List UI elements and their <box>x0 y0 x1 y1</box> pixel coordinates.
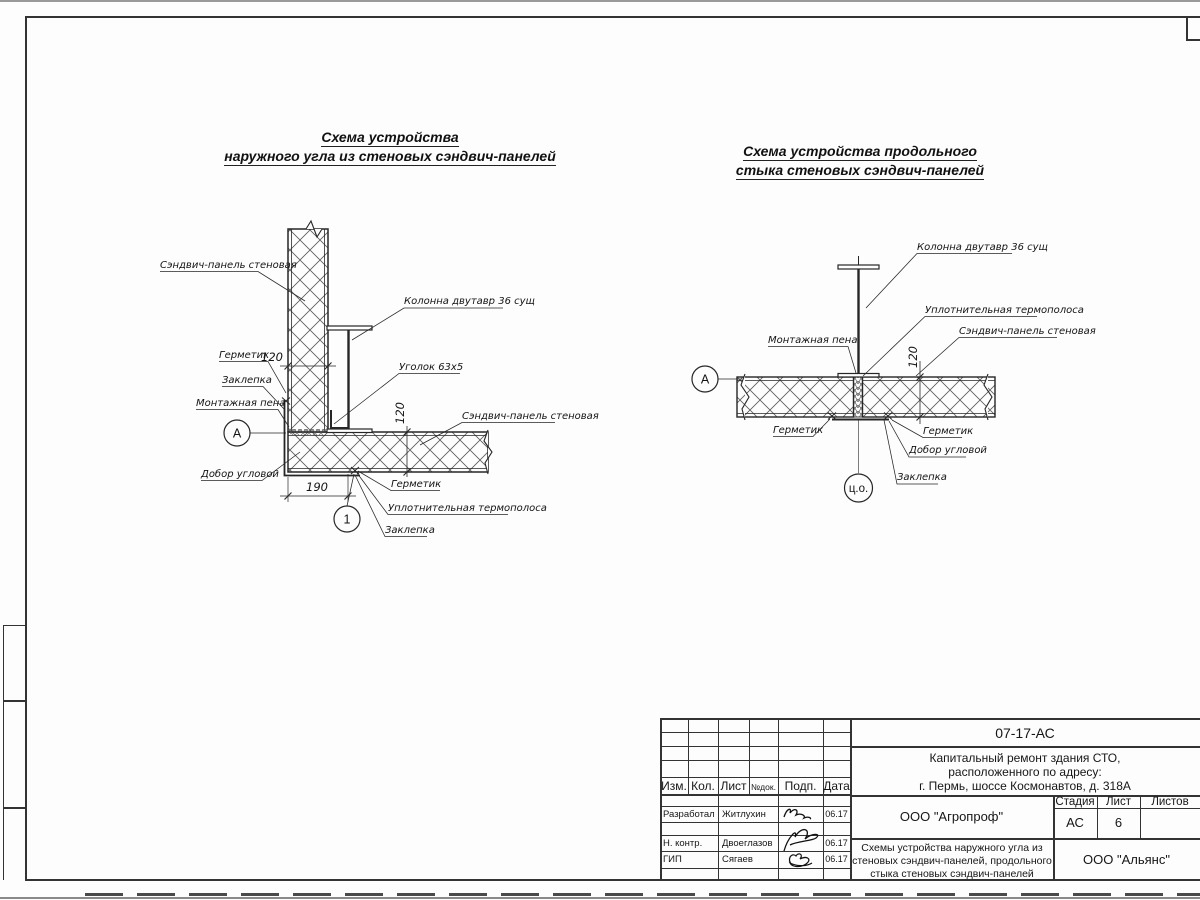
frame-top <box>25 16 1200 18</box>
col-header-data: Дата <box>823 779 850 793</box>
detail-marker-label: 1 <box>343 512 351 527</box>
right-diagram-title <box>690 142 1030 180</box>
sheet-value: 6 <box>1114 815 1123 830</box>
scan-edge-top <box>0 0 1200 2</box>
doc-number: 07-17-АС <box>995 725 1055 741</box>
joint-foam <box>854 377 863 417</box>
label-sealant-top: Герметик <box>219 350 270 361</box>
scan-edge-bottom <box>85 893 1200 896</box>
label-panel: Сэндвич-панель стеновая <box>959 326 1096 337</box>
col-header-kol: Кол. <box>691 779 715 793</box>
row-role: ГИП <box>663 854 682 865</box>
row-date: 06.17 <box>825 809 848 819</box>
label-thermal-strip: Уплотнительная термополоса <box>388 503 547 514</box>
label-column: Колонна двутавр 36 сущ <box>917 242 1048 253</box>
leader-lines <box>718 254 1057 485</box>
row-date: 06.17 <box>825 854 848 864</box>
details-canvas <box>0 200 1200 560</box>
row-role: Н. контр. <box>663 838 703 849</box>
col-header-podp: Подп. <box>784 779 817 793</box>
sheet-header: Лист <box>1106 796 1131 808</box>
signature-syagaev <box>782 851 822 869</box>
signature-zhitlukhin <box>780 804 822 822</box>
row-role: Разработал <box>663 809 715 820</box>
label-sealant-bottom: Герметик <box>391 479 442 490</box>
row-name: Двоеглазов <box>722 838 773 849</box>
right-detail <box>692 242 1096 502</box>
label-rivet-top: Заклепка <box>222 375 272 386</box>
label-panel-vertical: Сэндвич-панель стеновая <box>160 260 297 271</box>
label-angle: Уголок 63х5 <box>399 362 464 373</box>
row-name: Житлухин <box>722 809 766 820</box>
sheets-header: Листов <box>1151 796 1189 808</box>
wall-panel-horizontal <box>288 432 488 472</box>
col-header-list: Лист <box>720 779 747 793</box>
panel-right <box>863 377 996 417</box>
dim-190: 190 <box>306 480 328 494</box>
project-line2: расположенного по адресу: <box>948 765 1102 779</box>
ibeam-column <box>838 256 879 377</box>
label-corner-trim: Добор угловой <box>201 469 279 480</box>
label-panel-horizontal: Сэндвич-панель стеновая <box>462 411 599 422</box>
axis-marker-label: А <box>700 372 710 387</box>
ibeam-column <box>327 326 372 433</box>
dim-120: 120 <box>906 346 920 368</box>
label-rivet: Заклепка <box>897 472 947 483</box>
label-thermal-strip: Уплотнительная термополоса <box>925 305 1084 316</box>
label-foam: Монтажная пена <box>196 398 286 409</box>
stage-header: Стадия <box>1055 796 1095 808</box>
label-rivet-bottom: Заклепка <box>385 525 435 536</box>
foam-strip <box>290 429 326 436</box>
label-column: Колонна двутавр 36 сущ <box>404 296 535 307</box>
title-block <box>660 718 1200 880</box>
drawing-name-line1: Схемы устройства наружного угла из <box>861 842 1043 854</box>
signature-dvoeglazov <box>778 825 823 853</box>
left-diagram-title <box>180 128 600 166</box>
side-stamp-div3 <box>3 807 26 809</box>
dim-120-top: 120 <box>261 350 283 364</box>
label-corner-trim: Добор угловой <box>909 445 987 456</box>
scan-edge-bottom-line <box>0 897 1200 899</box>
steel-angle <box>331 410 348 428</box>
col-header-izm: Изм. <box>661 779 687 793</box>
side-stamp-outer <box>3 625 4 880</box>
axis-marker-label: А <box>232 426 242 441</box>
org-name: ООО "Агропроф" <box>899 809 1004 824</box>
label-sealant-right: Герметик <box>923 426 974 437</box>
center-marker-label: ц.о. <box>848 483 869 495</box>
project-line3: г. Пермь, шоссе Космонавтов, д. 318А <box>919 779 1131 793</box>
drawing-name-line2: стеновых сэндвич-панелей, продольного <box>852 855 1052 867</box>
left-title-line1: Схема устройства <box>321 129 459 145</box>
label-foam: Монтажная пена <box>768 335 858 346</box>
corner-cell-bottom <box>1186 39 1200 41</box>
contractor-name: ООО "Альянс" <box>1083 852 1170 867</box>
project-line1: Капитальный ремонт здания СТО, <box>929 751 1121 765</box>
drawing-name-line3: стыка стеновых сэндвич-панелей <box>870 868 1034 880</box>
left-detail <box>160 221 599 537</box>
right-title-line2: стыка стеновых сэндвич-панелей <box>735 162 985 178</box>
corner-cell-left <box>1186 17 1188 40</box>
label-sealant-left: Герметик <box>773 425 824 436</box>
side-stamp-div2 <box>3 700 26 702</box>
stage-value: АС <box>1066 815 1084 830</box>
left-title-line2: наружного угла из стеновых сэндвич-панелей <box>224 148 556 164</box>
dim-120-right: 120 <box>393 402 407 424</box>
side-stamp-div1 <box>3 625 26 626</box>
row-name: Сягаев <box>722 854 753 865</box>
right-title-line1: Схема устройства продольного <box>743 143 977 159</box>
col-header-ndok: №док. <box>751 782 776 792</box>
panel-left <box>737 377 854 417</box>
row-date: 06.17 <box>825 838 848 848</box>
